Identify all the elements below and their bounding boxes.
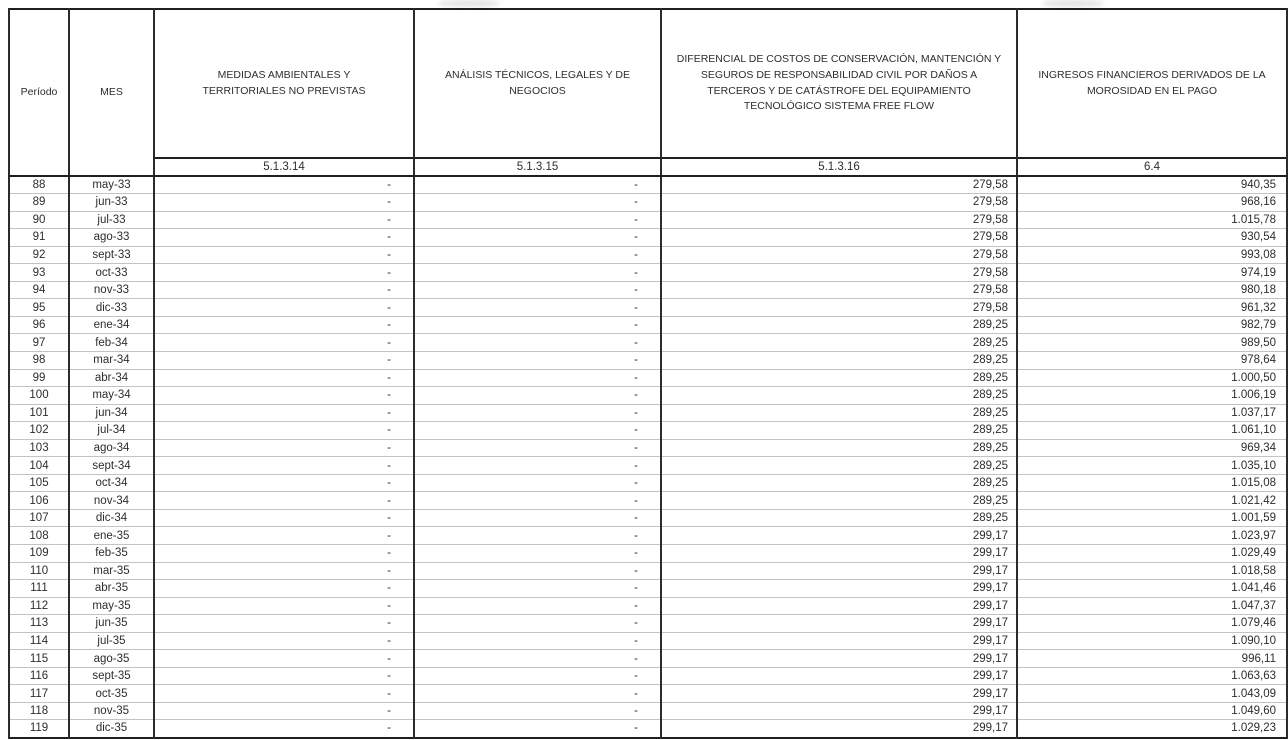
column-code-5-1-3-16: 5.1.3.16 [661, 158, 1017, 176]
cell-periodo: 98 [9, 351, 69, 369]
cell-diferencial-costos: 299,17 [661, 667, 1017, 685]
cell-mes: nov-33 [69, 281, 154, 299]
cell-mes: ago-35 [69, 650, 154, 668]
cell-analisis-tecnicos: - [414, 264, 661, 282]
cell-medidas-ambientales: - [154, 176, 414, 194]
cell-ingresos-financieros: 1.041,46 [1017, 580, 1287, 598]
cell-medidas-ambientales: - [154, 544, 414, 562]
cell-medidas-ambientales: - [154, 387, 414, 405]
cell-mes: jun-35 [69, 615, 154, 633]
cell-periodo: 116 [9, 667, 69, 685]
cell-periodo: 107 [9, 509, 69, 527]
cell-mes: nov-34 [69, 492, 154, 510]
cell-mes: mar-35 [69, 562, 154, 580]
cell-periodo: 118 [9, 702, 69, 720]
cell-ingresos-financieros: 1.000,50 [1017, 369, 1287, 387]
column-header-label: MEDIDAS AMBIENTALES Y TERRITORIALES NO PREVISTAS [202, 68, 366, 97]
table-row [9, 457, 1287, 475]
cell-periodo: 112 [9, 597, 69, 615]
table-row [9, 632, 1287, 650]
table-row [9, 369, 1287, 387]
table-row [9, 580, 1287, 598]
cell-periodo: 97 [9, 334, 69, 352]
cell-analisis-tecnicos: - [414, 176, 661, 194]
cell-ingresos-financieros: 969,34 [1017, 439, 1287, 457]
cell-periodo: 100 [9, 387, 69, 405]
cell-periodo: 119 [9, 720, 69, 738]
cell-periodo: 94 [9, 281, 69, 299]
cell-ingresos-financieros: 978,64 [1017, 351, 1287, 369]
cell-medidas-ambientales: - [154, 492, 414, 510]
cell-diferencial-costos: 279,58 [661, 264, 1017, 282]
cell-periodo: 102 [9, 422, 69, 440]
cell-ingresos-financieros: 993,08 [1017, 246, 1287, 264]
cell-diferencial-costos: 299,17 [661, 632, 1017, 650]
cell-periodo: 95 [9, 299, 69, 317]
cell-diferencial-costos: 299,17 [661, 615, 1017, 633]
cell-periodo: 91 [9, 229, 69, 247]
table-row [9, 702, 1287, 720]
table-row [9, 474, 1287, 492]
column-header-ingresos-financieros [1017, 9, 1287, 158]
table-row [9, 334, 1287, 352]
column-code-6-4: 6.4 [1017, 158, 1287, 176]
cell-ingresos-financieros: 989,50 [1017, 334, 1287, 352]
cell-diferencial-costos: 289,25 [661, 387, 1017, 405]
cell-periodo: 110 [9, 562, 69, 580]
table-row [9, 422, 1287, 440]
table-row [9, 316, 1287, 334]
cell-mes: jul-35 [69, 632, 154, 650]
scan-artifact [1042, 0, 1104, 7]
column-code-5-1-3-15: 5.1.3.15 [414, 158, 661, 176]
cell-periodo: 109 [9, 544, 69, 562]
column-header-mes: MES [69, 9, 154, 176]
cell-mes: may-33 [69, 176, 154, 194]
cell-ingresos-financieros: 1.049,60 [1017, 702, 1287, 720]
cell-analisis-tecnicos: - [414, 334, 661, 352]
cell-medidas-ambientales: - [154, 299, 414, 317]
cell-analisis-tecnicos: - [414, 720, 661, 738]
table-row [9, 176, 1287, 194]
cell-ingresos-financieros: 980,18 [1017, 281, 1287, 299]
cell-diferencial-costos: 289,25 [661, 369, 1017, 387]
table-row [9, 562, 1287, 580]
cell-diferencial-costos: 279,58 [661, 299, 1017, 317]
cell-mes: jul-34 [69, 422, 154, 440]
cell-ingresos-financieros: 1.061,10 [1017, 422, 1287, 440]
cell-medidas-ambientales: - [154, 720, 414, 738]
cell-medidas-ambientales: - [154, 281, 414, 299]
cell-ingresos-financieros: 968,16 [1017, 194, 1287, 212]
cell-periodo: 103 [9, 439, 69, 457]
cell-analisis-tecnicos: - [414, 369, 661, 387]
cell-periodo: 106 [9, 492, 69, 510]
cell-analisis-tecnicos: - [414, 544, 661, 562]
cell-analisis-tecnicos: - [414, 211, 661, 229]
table-row [9, 211, 1287, 229]
column-code-5-1-3-14: 5.1.3.14 [154, 158, 414, 176]
cell-medidas-ambientales: - [154, 404, 414, 422]
cell-ingresos-financieros: 940,35 [1017, 176, 1287, 194]
cell-diferencial-costos: 299,17 [661, 720, 1017, 738]
cell-mes: jun-33 [69, 194, 154, 212]
cell-analisis-tecnicos: - [414, 650, 661, 668]
cell-analisis-tecnicos: - [414, 562, 661, 580]
cell-ingresos-financieros: 982,79 [1017, 316, 1287, 334]
table-row [9, 194, 1287, 212]
cell-diferencial-costos: 289,25 [661, 509, 1017, 527]
table-row [9, 509, 1287, 527]
table-row [9, 281, 1287, 299]
cell-periodo: 108 [9, 527, 69, 545]
cell-diferencial-costos: 289,25 [661, 474, 1017, 492]
cell-medidas-ambientales: - [154, 667, 414, 685]
cell-diferencial-costos: 299,17 [661, 650, 1017, 668]
table-row [9, 720, 1287, 738]
cell-diferencial-costos: 279,58 [661, 246, 1017, 264]
cell-ingresos-financieros: 996,11 [1017, 650, 1287, 668]
table-row [9, 527, 1287, 545]
table-row [9, 544, 1287, 562]
cell-analisis-tecnicos: - [414, 474, 661, 492]
cell-diferencial-costos: 299,17 [661, 544, 1017, 562]
table-row [9, 264, 1287, 282]
cell-mes: feb-35 [69, 544, 154, 562]
cell-medidas-ambientales: - [154, 632, 414, 650]
table-row [9, 685, 1287, 703]
cell-periodo: 89 [9, 194, 69, 212]
cell-diferencial-costos: 299,17 [661, 702, 1017, 720]
cell-mes: ene-35 [69, 527, 154, 545]
cell-diferencial-costos: 289,25 [661, 457, 1017, 475]
cell-diferencial-costos: 299,17 [661, 562, 1017, 580]
table-row [9, 299, 1287, 317]
cell-medidas-ambientales: - [154, 527, 414, 545]
cell-periodo: 115 [9, 650, 69, 668]
cell-medidas-ambientales: - [154, 580, 414, 598]
scan-artifact [438, 0, 500, 7]
cell-medidas-ambientales: - [154, 562, 414, 580]
cell-analisis-tecnicos: - [414, 527, 661, 545]
cell-analisis-tecnicos: - [414, 439, 661, 457]
header-title-row [9, 9, 1287, 158]
cell-analisis-tecnicos: - [414, 229, 661, 247]
cell-mes: ago-34 [69, 439, 154, 457]
cell-mes: sept-35 [69, 667, 154, 685]
cell-ingresos-financieros: 1.021,42 [1017, 492, 1287, 510]
cell-periodo: 101 [9, 404, 69, 422]
cell-periodo: 104 [9, 457, 69, 475]
table-header [9, 9, 1287, 176]
cell-medidas-ambientales: - [154, 422, 414, 440]
cell-periodo: 114 [9, 632, 69, 650]
cell-ingresos-financieros: 1.090,10 [1017, 632, 1287, 650]
cell-mes: abr-35 [69, 580, 154, 598]
cell-mes: may-35 [69, 597, 154, 615]
header-code-row [9, 158, 1287, 176]
cell-diferencial-costos: 299,17 [661, 685, 1017, 703]
cell-mes: dic-33 [69, 299, 154, 317]
cell-analisis-tecnicos: - [414, 316, 661, 334]
column-header-label: DIFERENCIAL DE COSTOS DE CONSERVACIÓN, MANTENCIÓN Y SEGUROS DE RESPONSABILIDAD CIVIL POR DAÑOS A TERCEROS Y DE CATÁSTROFE DEL EQUIPAMIENTO TECNOLÓGICO SISTEMA FREE FLOW [676, 53, 1002, 113]
cell-periodo: 96 [9, 316, 69, 334]
cell-periodo: 99 [9, 369, 69, 387]
cell-medidas-ambientales: - [154, 334, 414, 352]
cell-analisis-tecnicos: - [414, 387, 661, 405]
cell-periodo: 93 [9, 264, 69, 282]
cell-analisis-tecnicos: - [414, 685, 661, 703]
cell-mes: nov-35 [69, 702, 154, 720]
cell-medidas-ambientales: - [154, 439, 414, 457]
cell-medidas-ambientales: - [154, 194, 414, 212]
cell-medidas-ambientales: - [154, 685, 414, 703]
cell-diferencial-costos: 289,25 [661, 422, 1017, 440]
cell-medidas-ambientales: - [154, 229, 414, 247]
cell-analisis-tecnicos: - [414, 509, 661, 527]
cell-medidas-ambientales: - [154, 509, 414, 527]
cell-mes: jun-34 [69, 404, 154, 422]
cell-mes: oct-33 [69, 264, 154, 282]
column-header-diferencial-costos [661, 9, 1017, 158]
cell-mes: ene-34 [69, 316, 154, 334]
cell-medidas-ambientales: - [154, 650, 414, 668]
cell-mes: jul-33 [69, 211, 154, 229]
cell-analisis-tecnicos: - [414, 580, 661, 598]
cell-analisis-tecnicos: - [414, 246, 661, 264]
cell-diferencial-costos: 279,58 [661, 229, 1017, 247]
cell-medidas-ambientales: - [154, 211, 414, 229]
cell-analisis-tecnicos: - [414, 667, 661, 685]
cell-ingresos-financieros: 974,19 [1017, 264, 1287, 282]
cell-mes: oct-34 [69, 474, 154, 492]
cell-periodo: 88 [9, 176, 69, 194]
cell-diferencial-costos: 279,58 [661, 176, 1017, 194]
cell-ingresos-financieros: 1.029,23 [1017, 720, 1287, 738]
cell-periodo: 90 [9, 211, 69, 229]
column-header-label: INGRESOS FINANCIEROS DERIVADOS DE LA MOROSIDAD EN EL PAGO [1038, 68, 1266, 97]
cell-diferencial-costos: 289,25 [661, 334, 1017, 352]
cell-ingresos-financieros: 1.029,49 [1017, 544, 1287, 562]
cell-analisis-tecnicos: - [414, 404, 661, 422]
cell-analisis-tecnicos: - [414, 597, 661, 615]
cell-diferencial-costos: 279,58 [661, 194, 1017, 212]
cell-medidas-ambientales: - [154, 369, 414, 387]
table-row [9, 404, 1287, 422]
cell-mes: oct-35 [69, 685, 154, 703]
cell-medidas-ambientales: - [154, 474, 414, 492]
cell-diferencial-costos: 299,17 [661, 580, 1017, 598]
cell-mes: dic-35 [69, 720, 154, 738]
cell-ingresos-financieros: 930,54 [1017, 229, 1287, 247]
cell-ingresos-financieros: 1.006,19 [1017, 387, 1287, 405]
cell-ingresos-financieros: 1.043,09 [1017, 685, 1287, 703]
cell-diferencial-costos: 279,58 [661, 211, 1017, 229]
table-row [9, 246, 1287, 264]
cell-periodo: 105 [9, 474, 69, 492]
cell-medidas-ambientales: - [154, 702, 414, 720]
cell-periodo: 113 [9, 615, 69, 633]
cell-diferencial-costos: 289,25 [661, 439, 1017, 457]
cell-ingresos-financieros: 1.063,63 [1017, 667, 1287, 685]
cell-analisis-tecnicos: - [414, 422, 661, 440]
cell-medidas-ambientales: - [154, 615, 414, 633]
cell-medidas-ambientales: - [154, 597, 414, 615]
cell-mes: ago-33 [69, 229, 154, 247]
cell-analisis-tecnicos: - [414, 492, 661, 510]
cell-medidas-ambientales: - [154, 351, 414, 369]
cell-periodo: 92 [9, 246, 69, 264]
cell-medidas-ambientales: - [154, 457, 414, 475]
cell-analisis-tecnicos: - [414, 632, 661, 650]
column-header-medidas-ambientales [154, 9, 414, 158]
cell-mes: feb-34 [69, 334, 154, 352]
cell-mes: abr-34 [69, 369, 154, 387]
cell-medidas-ambientales: - [154, 246, 414, 264]
cell-diferencial-costos: 299,17 [661, 527, 1017, 545]
cell-periodo: 111 [9, 580, 69, 598]
cell-analisis-tecnicos: - [414, 702, 661, 720]
table-row [9, 650, 1287, 668]
cell-mes: mar-34 [69, 351, 154, 369]
data-table [8, 8, 1288, 739]
cell-analisis-tecnicos: - [414, 615, 661, 633]
cell-analisis-tecnicos: - [414, 194, 661, 212]
cell-ingresos-financieros: 1.079,46 [1017, 615, 1287, 633]
column-header-periodo: Período [9, 9, 69, 176]
cell-analisis-tecnicos: - [414, 351, 661, 369]
cell-ingresos-financieros: 961,32 [1017, 299, 1287, 317]
cell-ingresos-financieros: 1.018,58 [1017, 562, 1287, 580]
cell-mes: sept-33 [69, 246, 154, 264]
cell-diferencial-costos: 289,25 [661, 316, 1017, 334]
cell-medidas-ambientales: - [154, 264, 414, 282]
table-row [9, 492, 1287, 510]
cell-diferencial-costos: 289,25 [661, 351, 1017, 369]
cell-medidas-ambientales: - [154, 316, 414, 334]
cell-ingresos-financieros: 1.001,59 [1017, 509, 1287, 527]
table-row [9, 439, 1287, 457]
table-row [9, 351, 1287, 369]
table-row [9, 615, 1287, 633]
table-row [9, 597, 1287, 615]
cell-analisis-tecnicos: - [414, 457, 661, 475]
cell-mes: dic-34 [69, 509, 154, 527]
cell-diferencial-costos: 299,17 [661, 597, 1017, 615]
column-header-label: ANÁLISIS TÉCNICOS, LEGALES Y DE NEGOCIOS [445, 68, 630, 97]
cell-analisis-tecnicos: - [414, 281, 661, 299]
cell-ingresos-financieros: 1.023,97 [1017, 527, 1287, 545]
cell-diferencial-costos: 289,25 [661, 492, 1017, 510]
cell-mes: sept-34 [69, 457, 154, 475]
table-row [9, 387, 1287, 405]
table-body [9, 176, 1287, 738]
cell-ingresos-financieros: 1.015,08 [1017, 474, 1287, 492]
cell-diferencial-costos: 289,25 [661, 404, 1017, 422]
table-row [9, 229, 1287, 247]
cell-diferencial-costos: 279,58 [661, 281, 1017, 299]
cell-periodo: 117 [9, 685, 69, 703]
cell-ingresos-financieros: 1.035,10 [1017, 457, 1287, 475]
cell-ingresos-financieros: 1.037,17 [1017, 404, 1287, 422]
cell-mes: may-34 [69, 387, 154, 405]
column-header-analisis-tecnicos [414, 9, 661, 158]
table-row [9, 667, 1287, 685]
cell-ingresos-financieros: 1.015,78 [1017, 211, 1287, 229]
cell-ingresos-financieros: 1.047,37 [1017, 597, 1287, 615]
cell-analisis-tecnicos: - [414, 299, 661, 317]
